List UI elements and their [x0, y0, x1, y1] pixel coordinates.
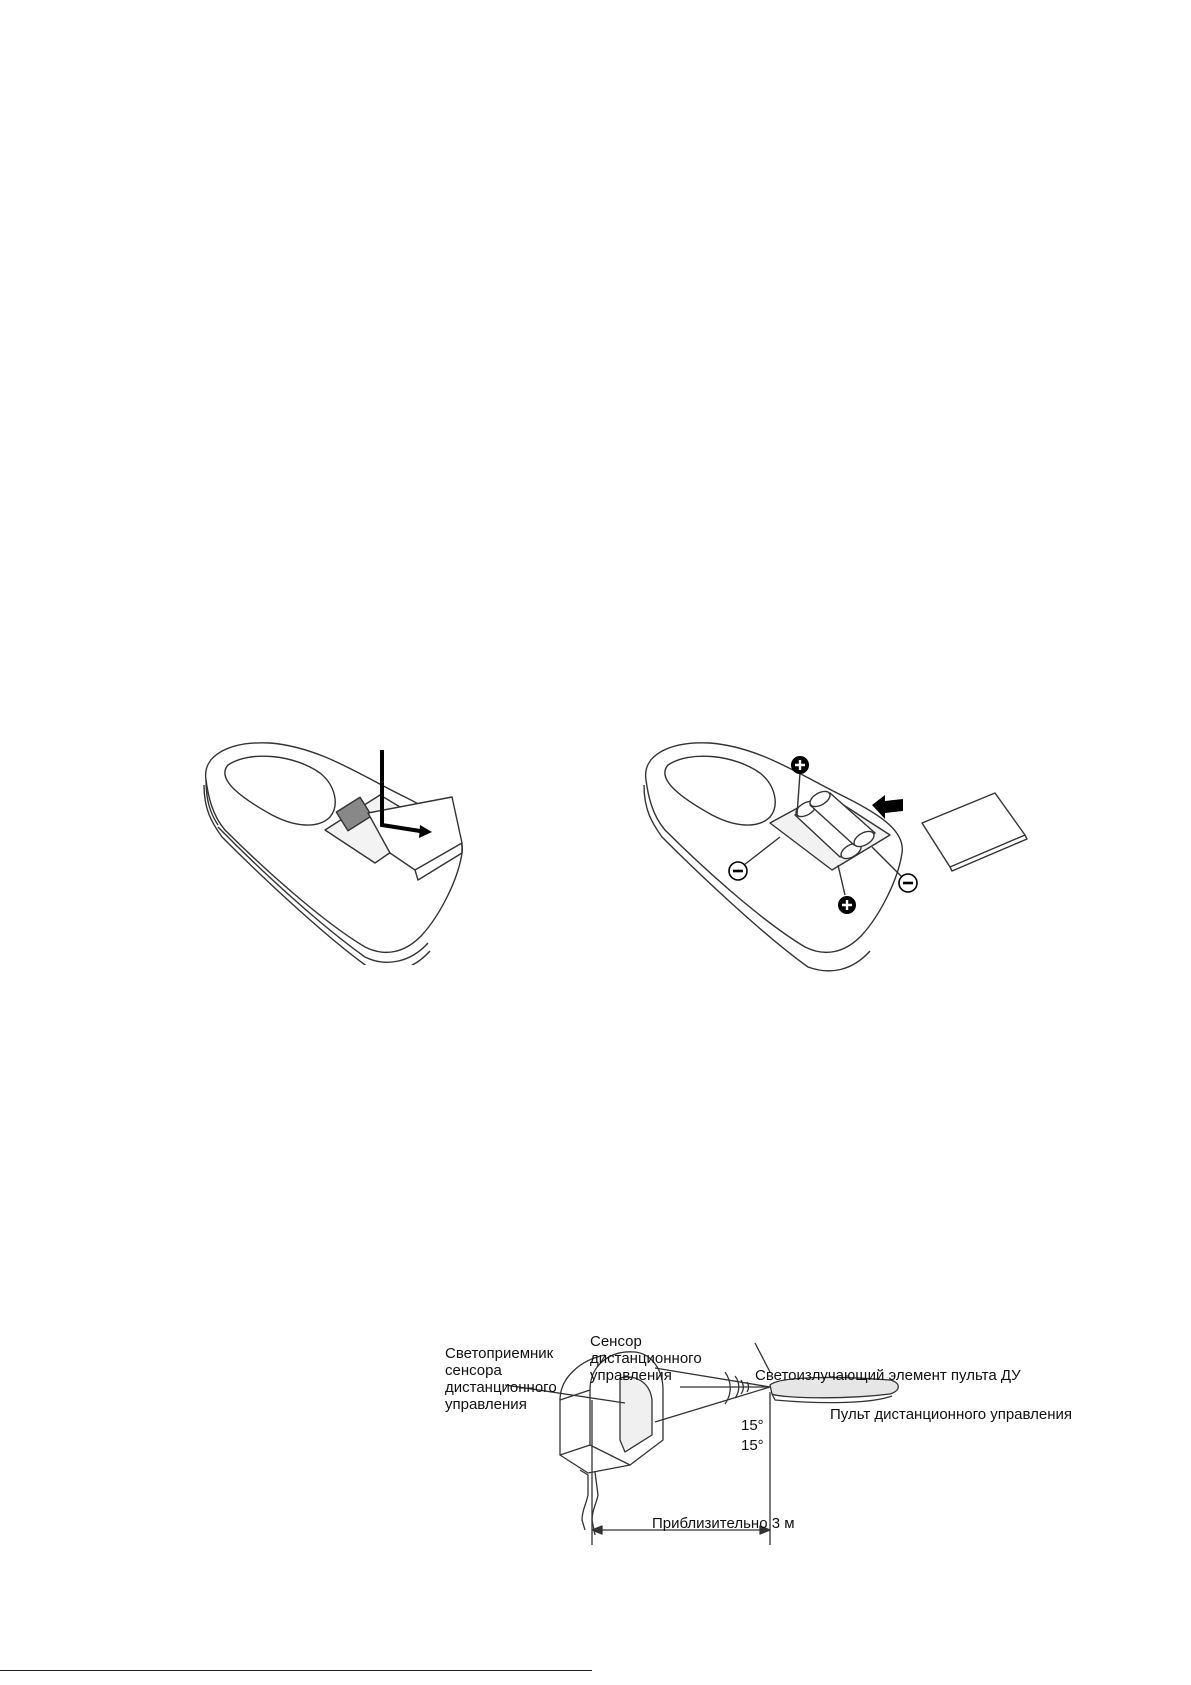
insert-batteries-illustration: [640, 735, 1060, 985]
angle-upper-label: 15°: [741, 1417, 764, 1434]
angle-lower-label: 15°: [741, 1437, 764, 1454]
label-emitter: Светоизлучающий элемент пульта ДУ: [755, 1367, 1021, 1384]
battery-cover: [922, 793, 1025, 867]
plus-icon: [791, 756, 809, 774]
minus-icon: [899, 874, 917, 892]
footnote-rule: [0, 1670, 592, 1671]
label-sensor: Сенсор дистанционного управления: [590, 1333, 702, 1384]
plus-icon: [838, 896, 856, 914]
remove-cover-illustration: [200, 735, 500, 965]
minus-icon: [729, 862, 747, 880]
distance-label: Приблизительно 3 м: [652, 1515, 795, 1532]
label-receiver: Светоприемник сенсора дистанционного управления: [445, 1345, 557, 1413]
label-remote: Пульт дистанционного управления: [830, 1406, 1073, 1423]
